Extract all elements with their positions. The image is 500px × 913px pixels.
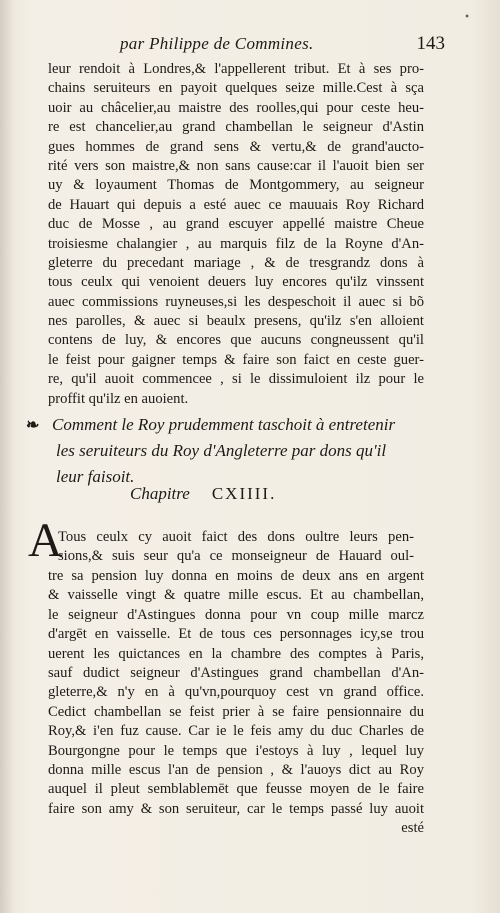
text-line: uoir au châcelier,au maistre des roolles,qui pour ceste heu- [48, 99, 424, 116]
heading-text: Comment le Roy prudemment taschoit à entretenir [52, 415, 396, 434]
text-line: gleterre du precedant mariage , & de tresgrandz dons à [48, 254, 424, 271]
text-line: donna mille escus l'an de pension , & l'auoys dict au Roy [48, 761, 424, 778]
heading-line: les seruiteurs du Roy d'Angleterre par dons qu'il [56, 441, 387, 460]
text-line: duc de Mosse , au grand escuyer appellé maistre Cheue [48, 216, 424, 233]
page-gutter-shadow [0, 0, 14, 913]
text-line: troisiesme chalangier , au marquis filz de la Royne d'An- [48, 235, 424, 252]
text-line: proffit qu'ilz en auoient. [48, 390, 189, 407]
chapter-label [130, 484, 276, 504]
text-line: Tous ceulx cy auoit faict des dons oultre leurs pen- [58, 529, 414, 545]
text-line: rité vers son maistre,& non sans cause:car il l'auoit bien ser [48, 157, 424, 174]
text-line: auquel il pleut semblablemēt que feusse moyen de le faire [48, 781, 424, 798]
text-line: nes parolles, & auec si beaulx presens, qu'ilz s'en alloient [48, 313, 424, 330]
paragraph-2 [48, 567, 424, 838]
text-line: & vaisselle vingt & quatre mille escus. Et au chambellan, [48, 587, 424, 604]
text-line: gues hommes de grand sens & vertu,& de grand'auctо- [48, 138, 424, 155]
paragraph-1 [48, 60, 424, 409]
text-line: uy & loyaument Thomas de Montgommery, au seigneur [48, 177, 424, 194]
text-line: le feist pour gaigner temps & faire son faict en ceste guer- [48, 351, 424, 368]
text-line: de Hauart qui depuis a esté auec ce mauuais Roy Richard [48, 196, 424, 213]
text-line: d'argēt en vaisselle. Et de tous ces personnages icy,se trou [48, 626, 424, 643]
drop-cap: A [28, 514, 63, 567]
text-line: faire son amy & son seruiteur, car le temps passé luy auoit [48, 800, 424, 817]
paragraph-2-opening [58, 528, 414, 567]
text-line: auec commissions ruyneuses,si les despeschoit il auec si bõ [48, 293, 424, 310]
chapter-number: CXIIII. [211, 484, 277, 503]
chapter-word: Chapitre [130, 484, 190, 503]
text-line: Roy,& i'en fuz cause. Car ie le feis amy du duc Charles de [48, 723, 424, 740]
heading-line [26, 412, 426, 438]
text-line: uerent les quictances en la chambre des comptes à Paris, [48, 645, 424, 662]
text-line: re, qu'il auoit commencee , si le dissimuloient ilz pour le [48, 371, 424, 388]
page-number: 143 [416, 33, 445, 54]
text-line: tre sa pension luy donna en moins de deux ans en argent [48, 568, 424, 584]
corner-mark: • [464, 12, 470, 23]
text-line: sions,& suis seur qu'a ce monseigneur de Hauard oul- [58, 548, 414, 565]
section-heading [26, 412, 426, 490]
text-line: gleterre,& n'y en à qu'vn,pourquoy cest vn grand office. [48, 684, 424, 701]
text-line: chains seruiteurs en payoit quelques seize mille.Cest à sça [48, 80, 424, 97]
text-line: Cedict chambellan se feist prier à se faire pensionnaire du [48, 703, 424, 720]
text-line: contens de luy, & encores que aucuns congneussent qu'il [48, 332, 424, 349]
text-line: re est chancelier,au grand chambellan le seigneur d'Astin [48, 119, 424, 136]
text-line: le seigneur d'Astingues donna pour vn coup mille marcz [48, 606, 424, 623]
catchword: esté [401, 820, 424, 837]
heading-line: leur faisoit. [56, 467, 135, 486]
pilcrow-icon: ❧ [26, 417, 40, 434]
text-line: leur rendoit à Londres,& l'appellerent tribut. Et à ses pro- [48, 61, 424, 77]
text-line: tous ceulx qui venoient deuers luy encores qu'ilz vinssent [48, 274, 424, 291]
text-line: sauf dudict seigneur d'Astingues grand chambellan d'An- [48, 664, 424, 681]
running-head: par Philippe de Commines. [120, 34, 314, 53]
text-line: Bourgongne pour le temps que i'estoys à luy , lequel luy [48, 742, 424, 759]
